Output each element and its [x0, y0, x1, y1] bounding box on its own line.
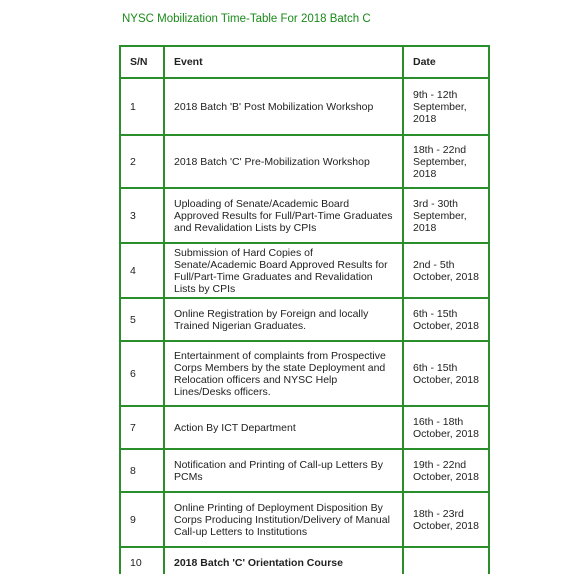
- row-sn: 8: [120, 449, 164, 492]
- row-event: 2018 Batch 'C' Orientation Course: [164, 547, 403, 574]
- table-row: [120, 547, 489, 574]
- row-event: Online Printing of Deployment Disposition By Corps Producing Institution/Delivery of Manual Call-up Letters to Institutions: [164, 492, 403, 547]
- row-sn: 7: [120, 406, 164, 449]
- table-row: [120, 78, 489, 135]
- row-sn: 10: [120, 547, 164, 574]
- row-date: 19th - 22nd October, 2018: [403, 449, 489, 492]
- row-date: 9th - 12th September, 2018: [403, 78, 489, 135]
- row-event: Entertainment of complaints from Prospective Corps Members by the state Deployment and Relocation officers and NYSC Help Lines/Desks officers.: [164, 341, 403, 406]
- row-event: 2018 Batch 'B' Post Mobilization Workshop: [164, 78, 403, 135]
- row-event: Submission of Hard Copies of Senate/Academic Board Approved Results for Full/Part-Time Graduates and Revalidation Lists by CPIs: [164, 243, 403, 298]
- row-event: Online Registration by Foreign and locally Trained Nigerian Graduates.: [164, 298, 403, 341]
- row-sn: 5: [120, 298, 164, 341]
- row-sn: 4: [120, 243, 164, 298]
- row-sn: 2: [120, 135, 164, 188]
- table-row: [120, 188, 489, 243]
- row-date: 3rd - 30th September, 2018: [403, 188, 489, 243]
- row-date: [403, 547, 489, 574]
- row-event: Uploading of Senate/Academic Board Approved Results for Full/Part-Time Graduates and Revalidation Lists by CPIs: [164, 188, 403, 243]
- table-row: [120, 449, 489, 492]
- row-sn: 1: [120, 78, 164, 135]
- row-sn: 3: [120, 188, 164, 243]
- row-date: 2nd - 5th October, 2018: [403, 243, 489, 298]
- row-date: 18th - 23rd October, 2018: [403, 492, 489, 547]
- header-event: Event: [164, 46, 403, 78]
- row-event: Notification and Printing of Call-up Letters By PCMs: [164, 449, 403, 492]
- page-title: NYSC Mobilization Time-Table For 2018 Batch C: [122, 13, 371, 25]
- row-date: 6th - 15th October, 2018: [403, 341, 489, 406]
- row-sn: 6: [120, 341, 164, 406]
- table-row: [120, 341, 489, 406]
- row-date: 16th - 18th October, 2018: [403, 406, 489, 449]
- table-row: [120, 243, 489, 298]
- row-date: 6th - 15th October, 2018: [403, 298, 489, 341]
- table-row: [120, 298, 489, 341]
- timetable-table: [119, 45, 490, 574]
- row-date: 18th - 22nd September, 2018: [403, 135, 489, 188]
- header-sn: S/N: [120, 46, 164, 78]
- row-event: 2018 Batch 'C' Pre-Mobilization Workshop: [164, 135, 403, 188]
- row-event: Action By ICT Department: [164, 406, 403, 449]
- table-header-row: [120, 46, 489, 78]
- table-row: [120, 406, 489, 449]
- table-row: [120, 492, 489, 547]
- table-row: [120, 135, 489, 188]
- header-date: Date: [403, 46, 489, 78]
- row-sn: 9: [120, 492, 164, 547]
